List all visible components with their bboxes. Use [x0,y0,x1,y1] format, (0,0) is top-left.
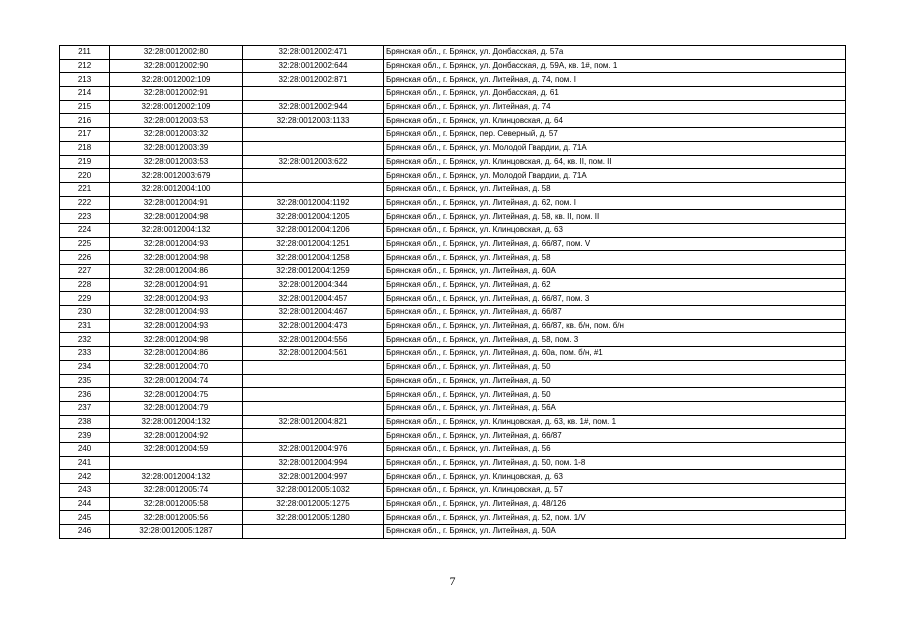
row-number-cell: 238 [60,415,110,429]
address-cell: Брянская обл., г. Брянск, ул. Клинцовская, д. 57 [384,484,846,498]
row-number-cell: 236 [60,388,110,402]
table-row [60,292,846,306]
land-cadastral-number-cell: 32:28:0012002:109 [110,100,243,114]
address-cell: Брянская обл., г. Брянск, ул. Литейная, д. 52, пом. 1/V [384,511,846,525]
land-cadastral-number-cell: 32:28:0012002:80 [110,46,243,60]
land-cadastral-number-cell: 32:28:0012004:86 [110,265,243,279]
table-row [60,525,846,539]
row-number-cell: 228 [60,278,110,292]
row-number-cell: 241 [60,456,110,470]
table-row [60,210,846,224]
building-cadastral-number-cell: 32:28:0012003:622 [243,155,384,169]
table-row [60,415,846,429]
table-row [60,59,846,73]
address-cell: Брянская обл., г. Брянск, ул. Литейная, д. 50 [384,388,846,402]
address-cell: Брянская обл., г. Брянск, ул. Литейная, д. 74 [384,100,846,114]
land-cadastral-number-cell: 32:28:0012003:53 [110,114,243,128]
table-row [60,196,846,210]
land-cadastral-number-cell: 32:28:0012004:132 [110,223,243,237]
land-cadastral-number-cell: 32:28:0012004:93 [110,306,243,320]
building-cadastral-number-cell: 32:28:0012002:944 [243,100,384,114]
row-number-cell: 242 [60,470,110,484]
address-cell: Брянская обл., г. Брянск, ул. Литейная, д. 58, кв. II, пом. II [384,210,846,224]
address-cell: Брянская обл., г. Брянск, ул. Донбасская, д. 61 [384,87,846,101]
table-row [60,374,846,388]
land-cadastral-number-cell: 32:28:0012004:98 [110,333,243,347]
building-cadastral-number-cell [243,429,384,443]
address-cell: Брянская обл., г. Брянск, ул. Литейная, д. 58, пом. 3 [384,333,846,347]
row-number-cell: 240 [60,442,110,456]
building-cadastral-number-cell: 32:28:0012004:1192 [243,196,384,210]
row-number-cell: 218 [60,141,110,155]
table-row [60,401,846,415]
address-cell: Брянская обл., г. Брянск, ул. Литейная, д. 50 [384,374,846,388]
address-cell: Брянская обл., г. Брянск, ул. Литейная, д. 62, пом. I [384,196,846,210]
address-cell: Брянская обл., г. Брянск, ул. Литейная, д. 56А [384,401,846,415]
row-number-cell: 237 [60,401,110,415]
table-row [60,278,846,292]
building-cadastral-number-cell: 32:28:0012002:471 [243,46,384,60]
land-cadastral-number-cell: 32:28:0012004:132 [110,415,243,429]
land-cadastral-number-cell: 32:28:0012005:58 [110,497,243,511]
building-cadastral-number-cell: 32:28:0012005:1280 [243,511,384,525]
row-number-cell: 231 [60,319,110,333]
row-number-cell: 223 [60,210,110,224]
table-row [60,484,846,498]
address-cell: Брянская обл., г. Брянск, ул. Молодой Гвардии, д. 71А [384,141,846,155]
address-cell: Брянская обл., г. Брянск, ул. Клинцовская, д. 63 [384,470,846,484]
table-row [60,251,846,265]
building-cadastral-number-cell [243,169,384,183]
building-cadastral-number-cell [243,401,384,415]
table-row [60,360,846,374]
row-number-cell: 216 [60,114,110,128]
building-cadastral-number-cell [243,87,384,101]
table-row [60,388,846,402]
table-row [60,46,846,60]
land-cadastral-number-cell: 32:28:0012003:53 [110,155,243,169]
address-cell: Брянская обл., г. Брянск, ул. Литейная, д. 62 [384,278,846,292]
table-row [60,114,846,128]
land-cadastral-number-cell: 32:28:0012004:93 [110,292,243,306]
address-cell: Брянская обл., г. Брянск, ул. Литейная, д. 48/126 [384,497,846,511]
land-cadastral-number-cell: 32:28:0012002:90 [110,59,243,73]
address-cell: Брянская обл., г. Брянск, ул. Литейная, д. 66/87, пом. 3 [384,292,846,306]
table-row [60,223,846,237]
building-cadastral-number-cell: 32:28:0012004:556 [243,333,384,347]
address-cell: Брянская обл., г. Брянск, ул. Клинцовская, д. 63 [384,223,846,237]
building-cadastral-number-cell: 32:28:0012002:871 [243,73,384,87]
land-cadastral-number-cell: 32:28:0012004:98 [110,251,243,265]
row-number-cell: 213 [60,73,110,87]
land-cadastral-number-cell: 32:28:0012002:91 [110,87,243,101]
row-number-cell: 224 [60,223,110,237]
row-number-cell: 246 [60,525,110,539]
building-cadastral-number-cell [243,128,384,142]
address-cell: Брянская обл., г. Брянск, ул. Клинцовская, д. 64 [384,114,846,128]
row-number-cell: 226 [60,251,110,265]
row-number-cell: 243 [60,484,110,498]
building-cadastral-number-cell: 32:28:0012004:994 [243,456,384,470]
building-cadastral-number-cell: 32:28:0012003:1133 [243,114,384,128]
table-row [60,442,846,456]
building-cadastral-number-cell: 32:28:0012004:1251 [243,237,384,251]
row-number-cell: 239 [60,429,110,443]
building-cadastral-number-cell: 32:28:0012004:1206 [243,223,384,237]
cadastral-table [59,45,846,539]
address-cell: Брянская обл., г. Брянск, ул. Литейная, д. 58 [384,251,846,265]
table-row [60,155,846,169]
table-row [60,470,846,484]
building-cadastral-number-cell: 32:28:0012004:997 [243,470,384,484]
row-number-cell: 227 [60,265,110,279]
land-cadastral-number-cell: 32:28:0012003:32 [110,128,243,142]
address-cell: Брянская обл., г. Брянск, ул. Литейная, д. 74, пом. I [384,73,846,87]
address-cell: Брянская обл., г. Брянск, ул. Донбасская, д. 59А, кв. 1#, пом. 1 [384,59,846,73]
table-row [60,237,846,251]
building-cadastral-number-cell: 32:28:0012005:1275 [243,497,384,511]
row-number-cell: 244 [60,497,110,511]
table-row [60,333,846,347]
building-cadastral-number-cell: 32:28:0012004:821 [243,415,384,429]
land-cadastral-number-cell: 32:28:0012004:74 [110,374,243,388]
table-body [60,46,846,539]
address-cell: Брянская обл., г. Брянск, ул. Донбасская, д. 57а [384,46,846,60]
building-cadastral-number-cell [243,141,384,155]
building-cadastral-number-cell: 32:28:0012004:1258 [243,251,384,265]
row-number-cell: 217 [60,128,110,142]
land-cadastral-number-cell: 32:28:0012004:79 [110,401,243,415]
address-cell: Брянская обл., г. Брянск, ул. Литейная, д. 66/87 [384,429,846,443]
row-number-cell: 211 [60,46,110,60]
table-row [60,347,846,361]
address-cell: Брянская обл., г. Брянск, ул. Литейная, д. 50, пом. 1-8 [384,456,846,470]
land-cadastral-number-cell: 32:28:0012004:100 [110,182,243,196]
table-row [60,497,846,511]
table-row [60,141,846,155]
address-cell: Брянская обл., г. Брянск, ул. Литейная, д. 66/87 [384,306,846,320]
table-row [60,100,846,114]
address-cell: Брянская обл., г. Брянск, ул. Литейная, д. 56 [384,442,846,456]
building-cadastral-number-cell: 32:28:0012004:561 [243,347,384,361]
building-cadastral-number-cell [243,388,384,402]
land-cadastral-number-cell: 32:28:0012004:93 [110,237,243,251]
table-row [60,265,846,279]
building-cadastral-number-cell: 32:28:0012004:457 [243,292,384,306]
building-cadastral-number-cell: 32:28:0012004:976 [243,442,384,456]
address-cell: Брянская обл., г. Брянск, ул. Литейная, д. 60а, пом. б/н, #1 [384,347,846,361]
row-number-cell: 233 [60,347,110,361]
table-row [60,182,846,196]
land-cadastral-number-cell: 32:28:0012004:91 [110,196,243,210]
table-row [60,319,846,333]
building-cadastral-number-cell: 32:28:0012005:1032 [243,484,384,498]
land-cadastral-number-cell [110,456,243,470]
row-number-cell: 214 [60,87,110,101]
address-cell: Брянская обл., г. Брянск, ул. Литейная, д. 50А [384,525,846,539]
row-number-cell: 215 [60,100,110,114]
table-row [60,87,846,101]
land-cadastral-number-cell: 32:28:0012002:109 [110,73,243,87]
land-cadastral-number-cell: 32:28:0012004:75 [110,388,243,402]
row-number-cell: 212 [60,59,110,73]
table-row [60,73,846,87]
address-cell: Брянская обл., г. Брянск, ул. Клинцовская, д. 63, кв. 1#, пом. 1 [384,415,846,429]
building-cadastral-number-cell [243,182,384,196]
land-cadastral-number-cell: 32:28:0012004:92 [110,429,243,443]
building-cadastral-number-cell: 32:28:0012004:473 [243,319,384,333]
row-number-cell: 229 [60,292,110,306]
row-number-cell: 245 [60,511,110,525]
row-number-cell: 234 [60,360,110,374]
building-cadastral-number-cell: 32:28:0012004:1259 [243,265,384,279]
land-cadastral-number-cell: 32:28:0012005:1287 [110,525,243,539]
land-cadastral-number-cell: 32:28:0012004:93 [110,319,243,333]
address-cell: Брянская обл., г. Брянск, ул. Литейная, д. 66/87, кв. б/н, пом. б/н [384,319,846,333]
building-cadastral-number-cell [243,374,384,388]
row-number-cell: 219 [60,155,110,169]
address-cell: Брянская обл., г. Брянск, ул. Клинцовская, д. 64, кв. II, пом. II [384,155,846,169]
building-cadastral-number-cell: 32:28:0012004:344 [243,278,384,292]
building-cadastral-number-cell [243,360,384,374]
row-number-cell: 221 [60,182,110,196]
table-row [60,511,846,525]
building-cadastral-number-cell [243,525,384,539]
land-cadastral-number-cell: 32:28:0012004:59 [110,442,243,456]
table-row [60,306,846,320]
address-cell: Брянская обл., г. Брянск, ул. Литейная, д. 58 [384,182,846,196]
row-number-cell: 235 [60,374,110,388]
table-row [60,169,846,183]
address-cell: Брянская обл., г. Брянск, ул. Литейная, д. 50 [384,360,846,374]
table-row [60,456,846,470]
table-row [60,429,846,443]
land-cadastral-number-cell: 32:28:0012004:98 [110,210,243,224]
land-cadastral-number-cell: 32:28:0012005:74 [110,484,243,498]
row-number-cell: 220 [60,169,110,183]
address-cell: Брянская обл., г. Брянск, пер. Северный, д. 57 [384,128,846,142]
table-row [60,128,846,142]
land-cadastral-number-cell: 32:28:0012004:86 [110,347,243,361]
building-cadastral-number-cell: 32:28:0012004:1205 [243,210,384,224]
building-cadastral-number-cell: 32:28:0012002:644 [243,59,384,73]
land-cadastral-number-cell: 32:28:0012004:91 [110,278,243,292]
row-number-cell: 230 [60,306,110,320]
page-number: 7 [449,574,456,588]
address-cell: Брянская обл., г. Брянск, ул. Молодой Гвардии, д. 71А [384,169,846,183]
address-cell: Брянская обл., г. Брянск, ул. Литейная, д. 60А [384,265,846,279]
building-cadastral-number-cell: 32:28:0012004:467 [243,306,384,320]
land-cadastral-number-cell: 32:28:0012003:679 [110,169,243,183]
land-cadastral-number-cell: 32:28:0012004:70 [110,360,243,374]
land-cadastral-number-cell: 32:28:0012005:56 [110,511,243,525]
row-number-cell: 225 [60,237,110,251]
land-cadastral-number-cell: 32:28:0012004:132 [110,470,243,484]
row-number-cell: 232 [60,333,110,347]
land-cadastral-number-cell: 32:28:0012003:39 [110,141,243,155]
row-number-cell: 222 [60,196,110,210]
address-cell: Брянская обл., г. Брянск, ул. Литейная, д. 66/87, пом. V [384,237,846,251]
